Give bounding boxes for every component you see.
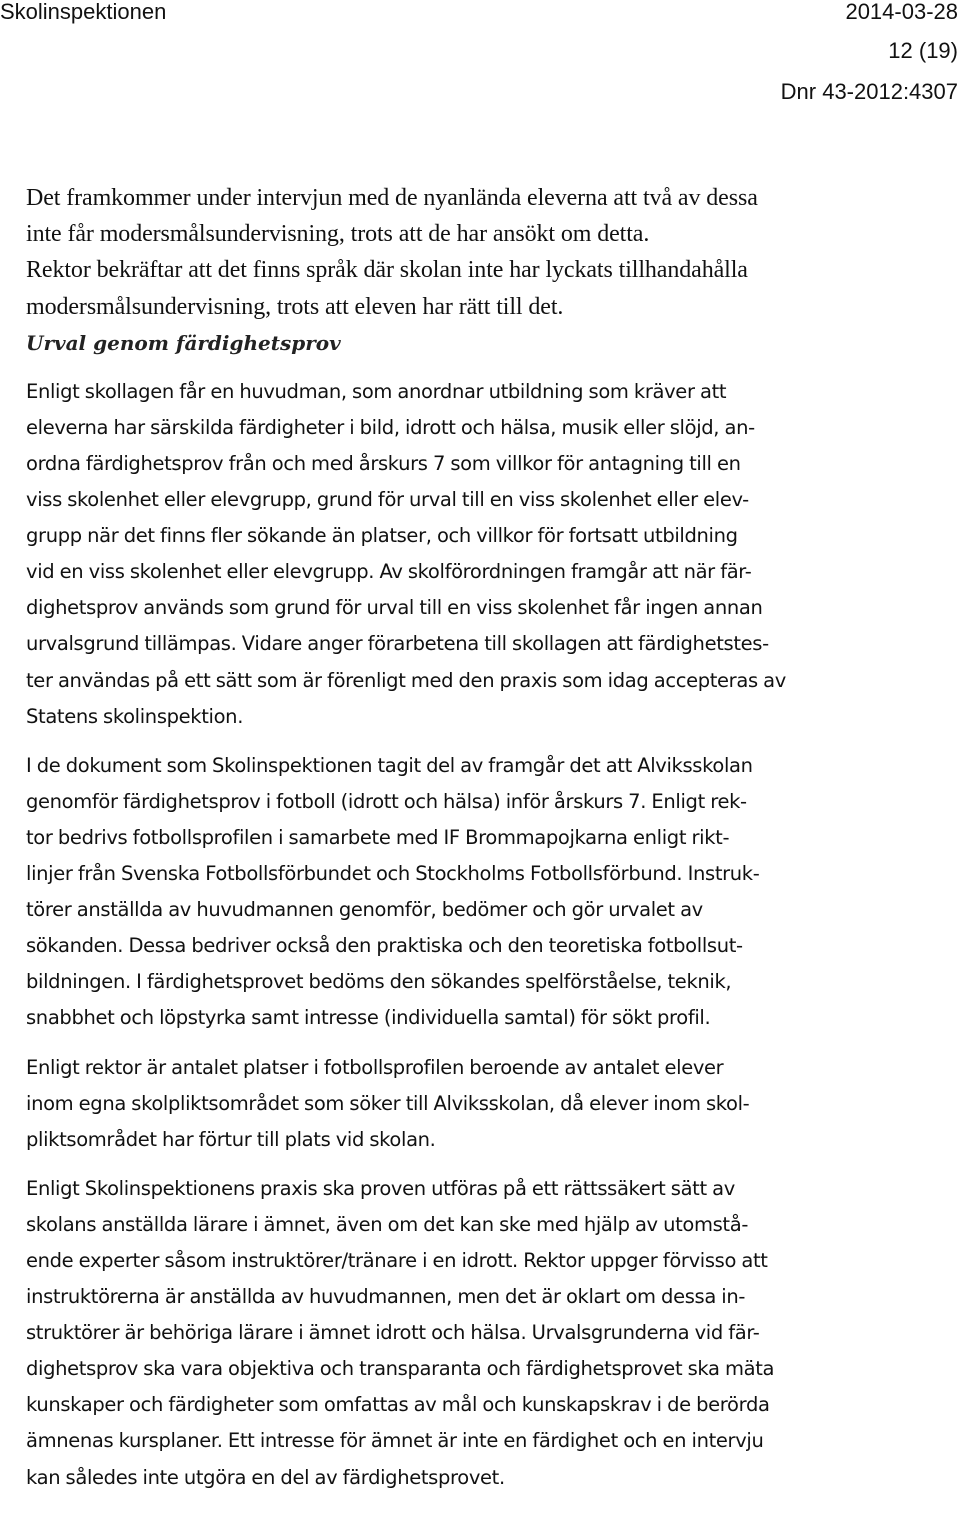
text-line: I de dokument som Skolinspektionen tagit del av framgår det att Alviksskolan <box>26 753 753 777</box>
text-line: sökanden. Dessa bedriver också den praktiska och den teoretiska fotbollsut- <box>26 934 743 958</box>
document-body <box>26 180 960 1496</box>
text-line: Enligt rektor är antalet platser i fotbollsprofilen beroende av antalet elever <box>26 1055 724 1079</box>
text-line: skolans anställda lärare i ämnet, även om det kan ske med hjälp av utomstå- <box>26 1212 749 1236</box>
text-line: pliktsområdet har förtur till plats vid skolan. <box>26 1127 436 1151</box>
text-line: ämnenas kursplaner. Ett intresse för ämnet är inte en färdighet och en intervju <box>26 1429 764 1453</box>
text-line: tor bedrivs fotbollsprofilen i samarbete med IF Brommapojkarna enligt rikt- <box>26 825 730 849</box>
text-line: bildningen. I färdighetsprovet bedöms den sökandes spelförståelse, teknik, <box>26 970 732 994</box>
text-line: modersmålsundervisning, trots att eleven har rätt till det. <box>26 293 564 320</box>
text-line: Det framkommer under intervjun med de nyanlända eleverna att två av dessa <box>26 185 758 211</box>
text-line: urvalsgrund tillämpas. Vidare anger förarbetena till skollagen att färdighetstes- <box>26 632 769 656</box>
text-line: snabbhet och löpstyrka samt intresse (individuella samtal) för sökt profil. <box>26 1006 711 1030</box>
text-line: ordna färdighetsprov från och med årskurs 7 som villkor för antagning till en <box>26 452 741 475</box>
reference-number: Dnr 43-2012:4307 <box>780 79 958 104</box>
paragraph-praxis <box>26 1171 960 1496</box>
page-number: 12 (19) <box>888 38 958 63</box>
text-line: kunskaper och färdigheter som omfattas av mål och kunskapskrav i de berörda <box>26 1393 770 1417</box>
text-line: inte får modersmålsundervisning, trots att de har ansökt om detta. <box>26 221 650 248</box>
text-line: kan således inte utgöra en del av färdighetsprovet. <box>26 1465 505 1489</box>
organization-name: Skolinspektionen <box>0 0 167 24</box>
text-line: Enligt Skolinspektionens praxis ska proven utföras på ett rättssäkert sätt av <box>26 1176 735 1200</box>
text-line: Enligt skollagen får en huvudman, som anordnar utbildning som kräver att <box>26 379 727 403</box>
text-line: struktörer är behöriga lärare i ämnet idrott och hälsa. Urvalsgrunderna vid fär- <box>26 1321 760 1345</box>
text-line: ter användas på ett sätt som är förenligt med den praxis som idag accepteras av <box>26 668 786 692</box>
paragraph-rektor <box>26 1050 960 1158</box>
text-line: grupp när det finns fler sökande än platser, och villkor för fortsatt utbildning <box>26 524 738 548</box>
text-line: törer anställda av huvudmannen genomför, bedömer och gör urvalet av <box>26 898 703 922</box>
text-line: vid en viss skolenhet eller elevgrupp. Av skolförordningen framgår att när fär- <box>26 560 752 584</box>
text-line: eleverna har särskilda färdigheter i bild, idrott och hälsa, musik eller slöjd, an- <box>26 415 755 439</box>
document-date: 2014-03-28 <box>845 0 958 24</box>
paragraph-skollagen <box>26 374 960 735</box>
text-line: Rektor bekräftar att det finns språk där skolan inte har lyckats tillhandahålla <box>26 257 748 284</box>
intro-paragraph <box>26 180 960 325</box>
paragraph-dokument <box>26 748 960 1037</box>
text-line: ende experter såsom instruktörer/tränare i en idrott. Rektor uppger förvisso att <box>26 1248 768 1272</box>
text-line: instruktörerna är anställda av huvudmannen, men det är oklart om dessa in- <box>26 1285 746 1309</box>
text-line: genomför färdighetsprov i fotboll (idrott och hälsa) inför årskurs 7. Enligt rek- <box>26 789 747 813</box>
text-line: inom egna skolpliktsområdet som söker till Alviksskolan, då elever inom skol- <box>26 1091 750 1115</box>
section-heading: Urval genom färdighetsprov <box>26 330 341 355</box>
page-header <box>0 0 960 110</box>
text-line: Statens skolinspektion. <box>26 704 244 728</box>
text-line: linjer från Svenska Fotbollsförbundet och Stockholms Fotbollsförbund. Instruk- <box>26 862 760 886</box>
text-line: viss skolenhet eller elevgrupp, grund för urval till en viss skolenhet eller elev- <box>26 488 749 512</box>
text-line: dighetsprov ska vara objektiva och transparanta och färdighetsprovet ska mäta <box>26 1357 775 1381</box>
text-line: dighetsprov används som grund för urval till en viss skolenhet får ingen annan <box>26 596 763 620</box>
